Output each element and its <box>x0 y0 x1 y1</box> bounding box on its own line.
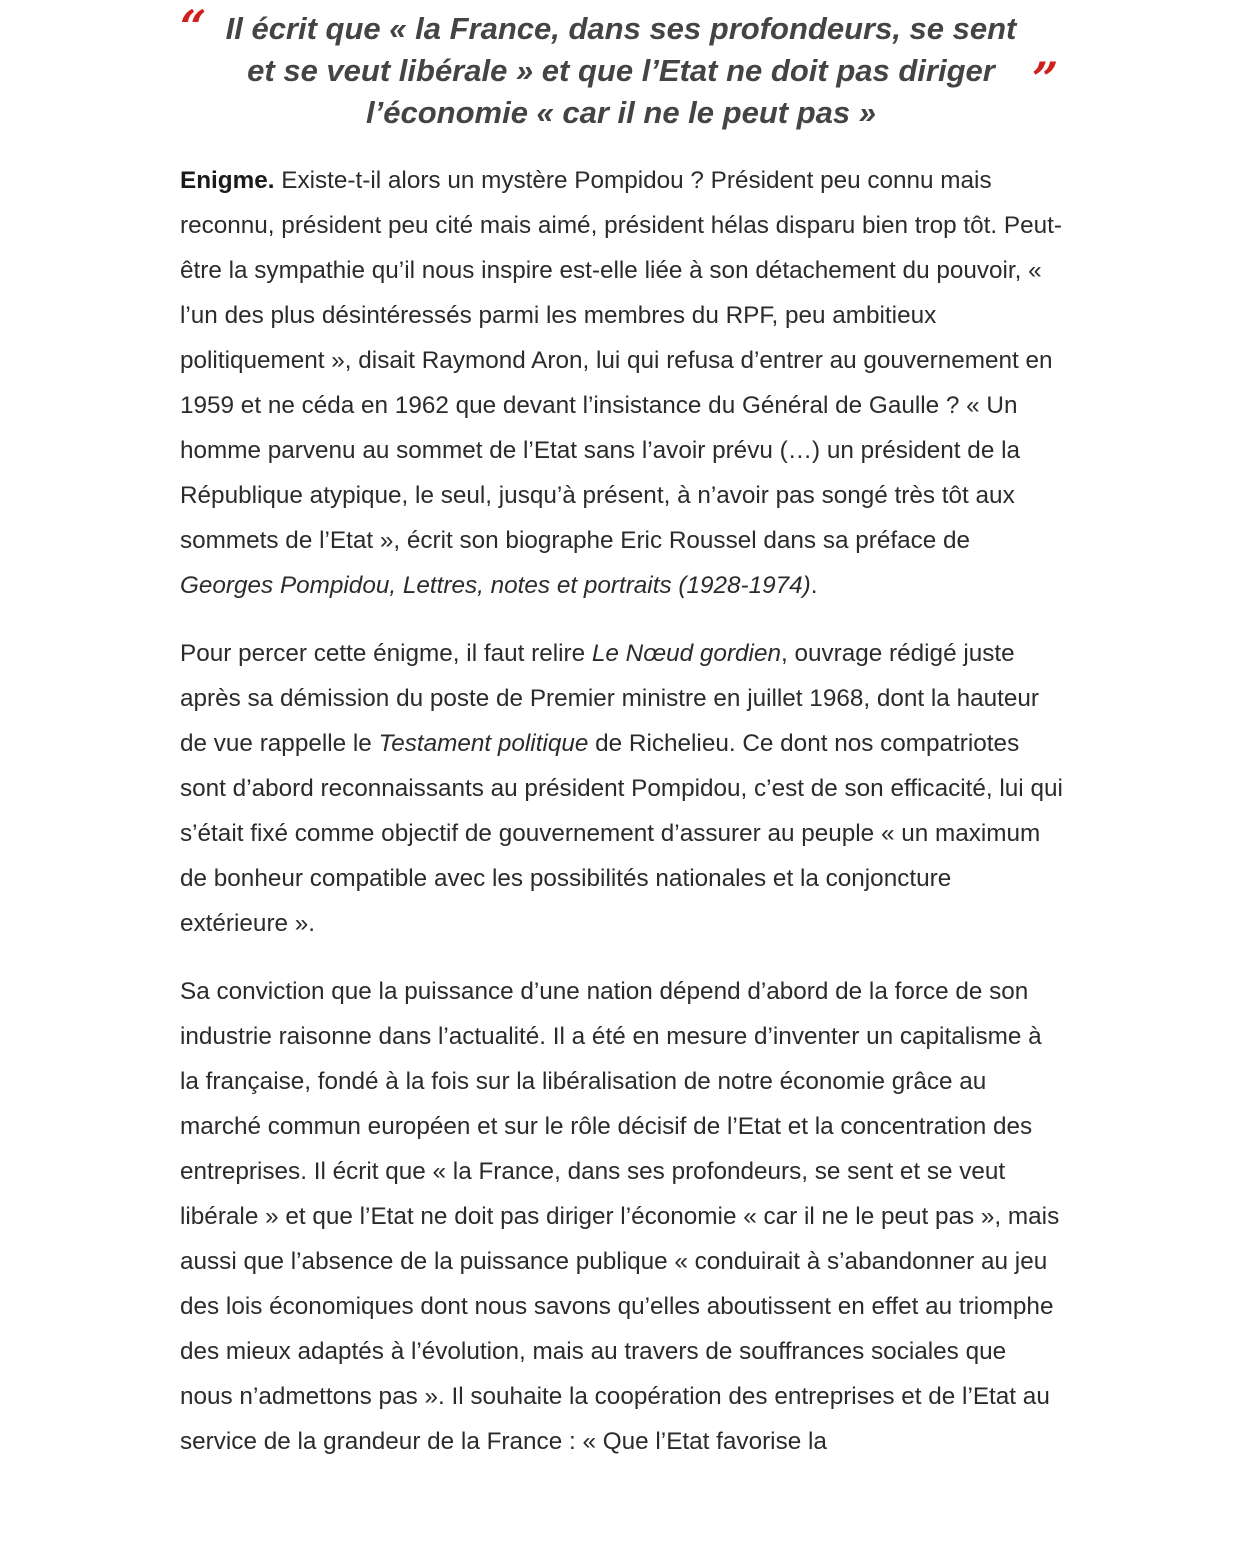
pull-quote <box>176 0 1066 140</box>
paragraph-text: Pour percer cette énigme, il faut relire <box>180 640 592 667</box>
book-title: Georges Pompidou, Lettres, notes et portraits (1928-1974) <box>180 572 811 599</box>
paragraph-conviction <box>180 969 1064 1464</box>
book-title: Testament politique <box>378 730 589 757</box>
paragraph-text: Existe-t-il alors un mystère Pompidou ? Président peu connu mais reconnu, président peu cité mais aimé, président hélas disparu bien trop tôt. Peut-être la sympathie qu’il nous inspire est-elle liée à son détachement du pouvoir, « l’un des plus désintéressés parmi les membres du RPF, peu ambitieux politiquement », disait Raymond Aron, lui qui refusa d’entrer au gouvernement en 1959 et ne céda en 1962 que devant l’insistance du Général de Gaulle ? « Un homme parvenu au sommet de l’Etat sans l’avoir prévu (…) un président de la République atypique, le seul, jusqu’à présent, à n’avoir pas songé très tôt aux sommets de l’Etat », écrit son biographe Eric Roussel dans sa préface de <box>180 167 1062 554</box>
close-quote-icon: ” <box>1032 52 1059 106</box>
paragraph-lead: Enigme. <box>180 167 275 194</box>
paragraph-noeud-gordien <box>180 631 1064 946</box>
paragraph-text: , ouvrage rédigé juste après sa démission du poste de Premier ministre en juillet 1968, dont la hauteur de vue rappelle le <box>180 640 1039 757</box>
article-body <box>180 158 1064 1487</box>
book-title: Le Nœud gordien <box>591 640 781 667</box>
paragraph-text: de Richelieu. Ce dont nos compatriotes sont d’abord reconnaissants au président Pompidou, c’est de son efficacité, lui qui s’était fixé comme objectif de gouvernement d’assurer au peuple « un maximum de bonheur compatible avec les possibilités nationales et la conjoncture extérieure ». <box>180 730 1063 937</box>
open-quote-icon: “ <box>180 0 207 54</box>
pull-quote-text: Il écrit que « la France, dans ses profondeurs, se sent et se veut libérale » et que l’Etat ne doit pas diriger l’économie « car il ne le peut pas » <box>225 11 1017 130</box>
paragraph-enigme <box>180 158 1064 608</box>
paragraph-text: Sa conviction que la puissance d’une nation dépend d’abord de la force de son industrie raisonne dans l’actualité. Il a été en mesure d’inventer un capitalisme à la française, fondé à la fois sur la libéralisation de notre économie grâce au marché commun européen et sur le rôle décisif de l’Etat et la concentration des entreprises. Il écrit que « la France, dans ses profondeurs, se sent et se veut libérale » et que l’Etat ne doit pas diriger l’économie « car il ne le peut pas », mais aussi que l’absence de la puissance publique « conduirait à s’abandonner au jeu des lois économiques dont nous savons qu’elles aboutissent en effet au triomphe des mieux adaptés à l’évolution, mais au travers de souffrances sociales que nous n’admettons pas ». Il souhaite la coopération des entreprises et de l’Etat au service de la grandeur de la France : « Que l’Etat favorise la <box>180 978 1060 1455</box>
paragraph-text: . <box>810 572 818 599</box>
